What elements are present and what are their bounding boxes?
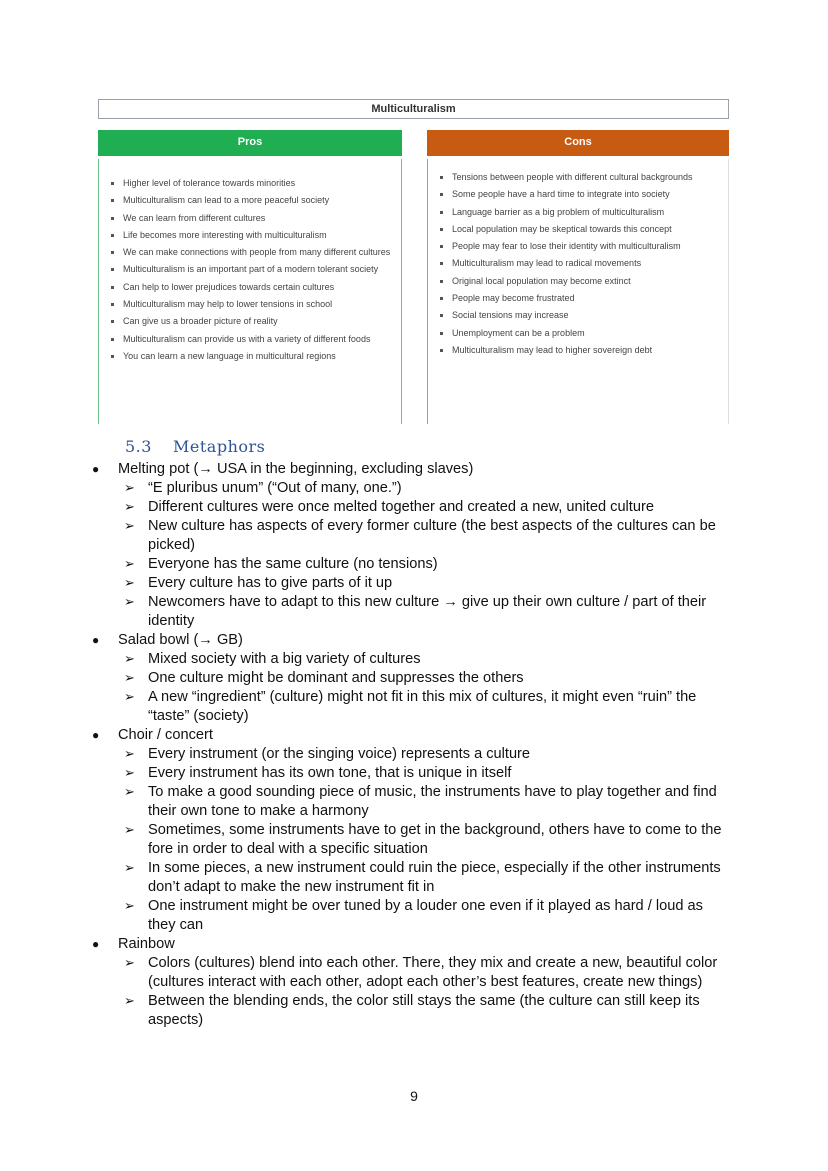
point-text: One instrument might be over tuned by a louder one even if it played as hard / loud as they can	[148, 898, 703, 933]
cons-item: Tensions between people with different cultural backgrounds	[434, 172, 720, 184]
arrow-bullet-icon: ➢	[124, 823, 135, 838]
point-text: Every instrument (or the singing voice) represents a culture	[148, 746, 531, 762]
pros-item: You can learn a new language in multicultural regions	[105, 351, 393, 363]
cons-body	[427, 159, 729, 424]
metaphor-point	[118, 650, 729, 669]
page-number: 9	[410, 1088, 418, 1104]
cons-item: Multiculturalism may lead to radical movements	[434, 258, 720, 270]
metaphor-point	[118, 897, 729, 935]
metaphor-point	[118, 954, 729, 992]
metaphor-point	[118, 574, 729, 593]
pros-item: Life becomes more interesting with multiculturalism	[105, 230, 393, 242]
pros-item: Higher level of tolerance towards minorities	[105, 178, 393, 190]
bullet-icon: ●	[92, 728, 100, 742]
metaphor-point	[118, 764, 729, 783]
pros-item: Multiculturalism may help to lower tensions in school	[105, 299, 393, 311]
metaphor-point	[118, 992, 729, 1030]
cons-item: Local population may be skeptical towards this concept	[434, 224, 720, 236]
metaphor-point	[118, 593, 729, 631]
point-text: To make a good sounding piece of music, the instruments have to play together and find their own tone to make a harmony	[148, 784, 717, 819]
arrow-bullet-icon: ➢	[124, 861, 135, 876]
pros-body	[98, 159, 402, 424]
pros-item: We can learn from different cultures	[105, 213, 393, 225]
cons-item: Original local population may become extinct	[434, 276, 720, 288]
point-text: “E pluribus unum” (“Out of many, one.”)	[148, 480, 402, 496]
metaphor-point	[118, 517, 729, 555]
point-text: Every instrument has its own tone, that is unique in itself	[148, 765, 512, 781]
arrow-bullet-icon: ➢	[124, 766, 135, 781]
arrow-bullet-icon: ➢	[124, 690, 135, 705]
bullet-icon: ●	[92, 633, 100, 647]
cons-list	[434, 172, 720, 356]
metaphor-point	[118, 859, 729, 897]
cons-column	[427, 130, 729, 424]
cons-item: Unemployment can be a problem	[434, 328, 720, 340]
arrow-bullet-icon: ➢	[124, 994, 135, 1009]
section-number: 5.3	[125, 437, 152, 456]
metaphor-point	[118, 783, 729, 821]
section-heading	[125, 437, 265, 457]
pros-item: Can help to lower prejudices towards certain cultures	[105, 282, 393, 294]
point-text: Newcomers have to adapt to this new culture → give up their own culture / part of their identity	[148, 594, 707, 629]
pros-column	[98, 130, 402, 424]
pros-item: Multiculturalism is an important part of a modern tolerant society	[105, 264, 393, 276]
bullet-icon: ●	[92, 937, 100, 951]
arrow-bullet-icon: ➢	[124, 671, 135, 686]
arrow-bullet-icon: ➢	[124, 576, 135, 591]
cons-item: People may fear to lose their identity with multiculturalism	[434, 241, 720, 253]
table-title: Multiculturalism	[98, 99, 729, 119]
metaphor-melting-pot	[0, 460, 828, 631]
point-text: Different cultures were once melted together and created a new, united culture	[148, 499, 654, 515]
arrow-bullet-icon: ➢	[124, 899, 135, 914]
arrow-bullet-icon: ➢	[124, 747, 135, 762]
point-text: New culture has aspects of every former culture (the best aspects of the cultures can be picked)	[148, 518, 716, 553]
metaphor-points	[118, 650, 828, 726]
metaphor-point	[118, 498, 729, 517]
pros-item: Multiculturalism can provide us with a variety of different foods	[105, 334, 393, 346]
point-text: Everyone has the same culture (no tensions)	[148, 556, 438, 572]
cons-item: People may become frustrated	[434, 293, 720, 305]
metaphor-points	[118, 479, 828, 631]
bullet-icon: ●	[92, 462, 100, 476]
metaphor-title: Salad bowl (→ GB)	[118, 632, 243, 648]
cons-item: Some people have a hard time to integrate into society	[434, 189, 720, 201]
arrow-bullet-icon: ➢	[124, 519, 135, 534]
metaphor-title: Melting pot (→ USA in the beginning, excluding slaves)	[118, 461, 474, 477]
metaphor-point	[118, 669, 729, 688]
metaphor-choir-concert	[0, 726, 828, 935]
cons-item: Multiculturalism may lead to higher sovereign debt	[434, 345, 720, 357]
arrow-bullet-icon: ➢	[124, 500, 135, 515]
pros-item: We can make connections with people from many different cultures	[105, 247, 393, 259]
arrow-bullet-icon: ➢	[124, 481, 135, 496]
arrow-bullet-icon: ➢	[124, 595, 135, 610]
pros-list	[105, 178, 393, 362]
pros-item: Multiculturalism can lead to a more peaceful society	[105, 195, 393, 207]
metaphor-point	[118, 688, 729, 726]
cons-heading: Cons	[427, 130, 729, 154]
metaphor-rainbow	[0, 935, 828, 1030]
arrow-bullet-icon: ➢	[124, 652, 135, 667]
point-text: One culture might be dominant and suppresses the others	[148, 670, 524, 686]
metaphor-point	[118, 821, 729, 859]
pros-item: Can give us a broader picture of reality	[105, 316, 393, 328]
metaphor-title: Rainbow	[118, 936, 175, 952]
arrow-bullet-icon: ➢	[124, 956, 135, 971]
point-text: Colors (cultures) blend into each other. There, they mix and create a new, beautiful color (cultures interact with each other, adopt each other’s best features, create new things)	[148, 955, 718, 990]
arrow-bullet-icon: ➢	[124, 785, 135, 800]
metaphor-points	[118, 745, 828, 935]
point-text: Between the blending ends, the color still stays the same (the culture can still keep its aspects)	[148, 993, 700, 1028]
metaphor-points	[118, 954, 828, 1030]
point-text: Every culture has to give parts of it up	[148, 575, 393, 591]
point-text: A new “ingredient” (culture) might not fit in this mix of cultures, it might even “ruin” the “taste” (society)	[148, 689, 697, 724]
arrow-bullet-icon: ➢	[124, 557, 135, 572]
metaphor-point	[118, 479, 729, 498]
metaphor-point	[118, 555, 729, 574]
pros-heading: Pros	[98, 130, 402, 154]
point-text: In some pieces, a new instrument could ruin the piece, especially if the other instruments don’t adapt to make the new instrument fit in	[148, 860, 721, 895]
cons-item: Social tensions may increase	[434, 310, 720, 322]
metaphor-title: Choir / concert	[118, 727, 213, 743]
point-text: Sometimes, some instruments have to get in the background, others have to come to the fore in order to deal with a specific situation	[148, 822, 722, 857]
metaphor-list	[0, 460, 828, 1030]
cons-item: Language barrier as a big problem of multiculturalism	[434, 207, 720, 219]
metaphor-point	[118, 745, 729, 764]
point-text: Mixed society with a big variety of cultures	[148, 651, 421, 667]
metaphor-salad-bowl	[0, 631, 828, 726]
section-title: Metaphors	[173, 437, 266, 456]
